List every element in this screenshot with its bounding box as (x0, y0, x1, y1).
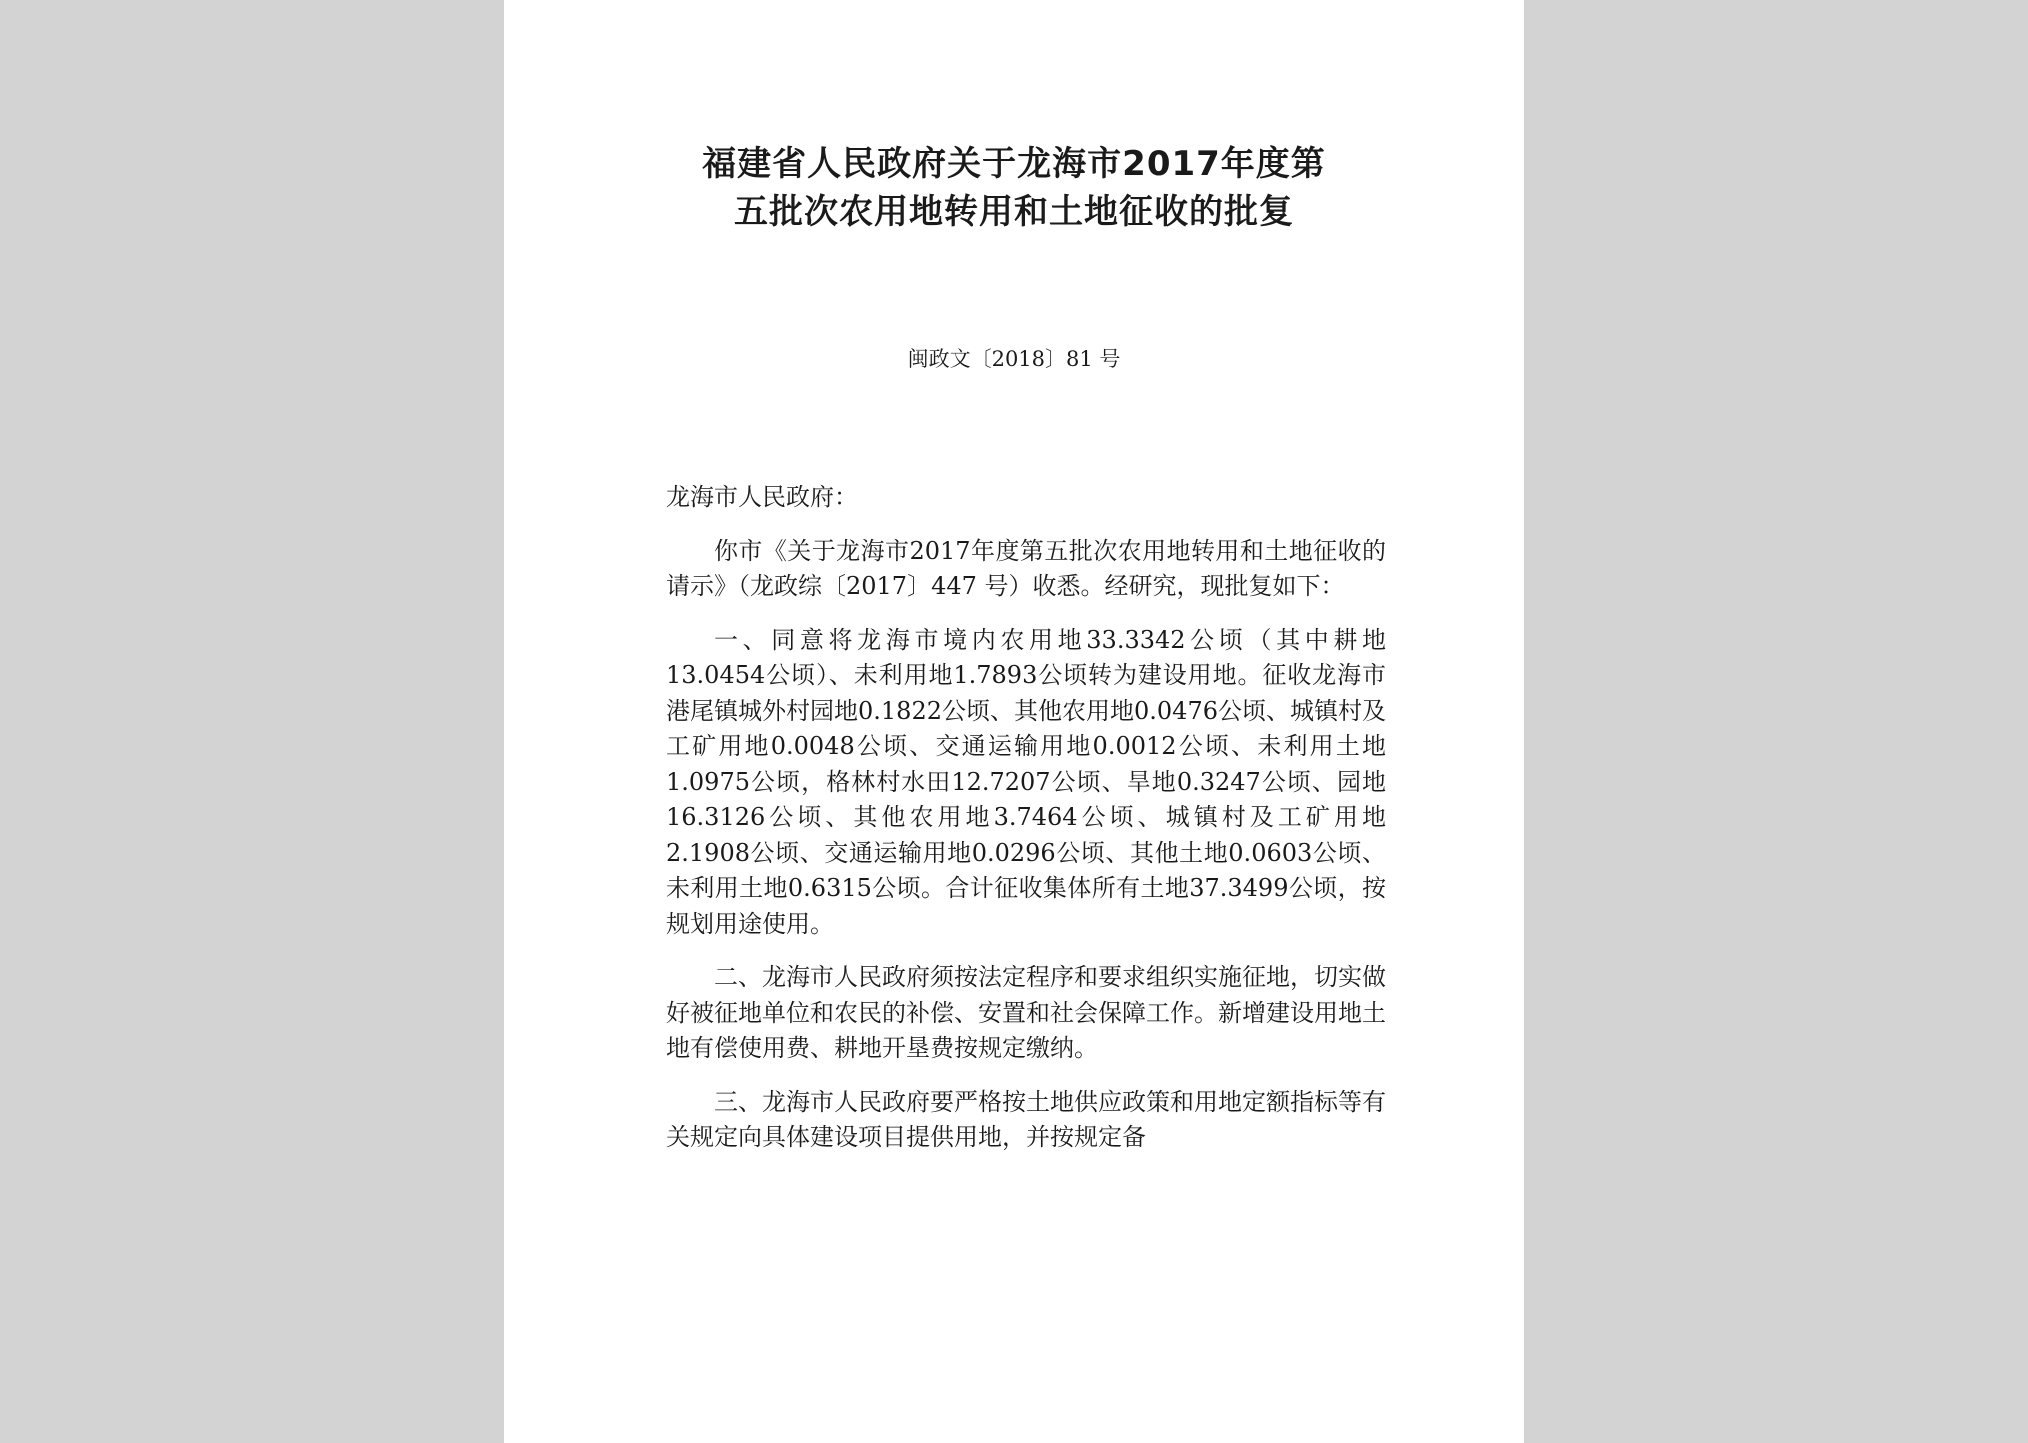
document-number: 闽政文〔2018〕81 号 (907, 347, 1121, 371)
document-body (666, 480, 1386, 1174)
paragraph-item-2: 二、龙海市人民政府须按法定程序和要求组织实施征地，切实做好被征地单位和农民的补偿、安置和社会保障工作。新增建设用地土地有偿使用费、耕地开垦费按规定缴纳。 (666, 963, 1386, 1062)
addressee: 龙海市人民政府： (666, 483, 858, 511)
paragraph-item-3: 三、龙海市人民政府要严格按土地供应政策和用地定额指标等有关规定向具体建设项目提供用地，并按规定备 (666, 1087, 1386, 1151)
document-title (504, 140, 1524, 236)
title-line-2: 五批次农用地转用和土地征收的批复 (734, 192, 1294, 232)
paragraph-item-1: 一、同意将龙海市境内农用地33.3342公顷（其中耕地13.0454公顷）、未利用地1.7893公顷转为建设用地。征收龙海市港尾镇城外村园地0.1822公顷、其他农用地0.0476公顷、城镇村及工矿用地0.0048公顷、交通运输用地0.0012公顷、未利用土地1.0975公顷，格林村水田12.7207公顷、旱地0.3247公顷、园地16.3126公顷、其他农用地3.7464公顷、城镇村及工矿用地2.1908公顷、交通运输用地0.0296公顷、其他土地0.0603公顷、未利用土地0.6315公顷。合计征收集体所有土地37.3499公顷，按规划用途使用。 (666, 625, 1386, 938)
paragraph-intro: 你市《关于龙海市2017年度第五批次农用地转用和土地征收的请示》（龙政综〔2017〕447 号）收悉。经研究，现批复如下： (666, 536, 1386, 600)
document-page (504, 0, 1524, 1443)
title-line-1: 福建省人民政府关于龙海市2017年度第 (702, 144, 1326, 184)
